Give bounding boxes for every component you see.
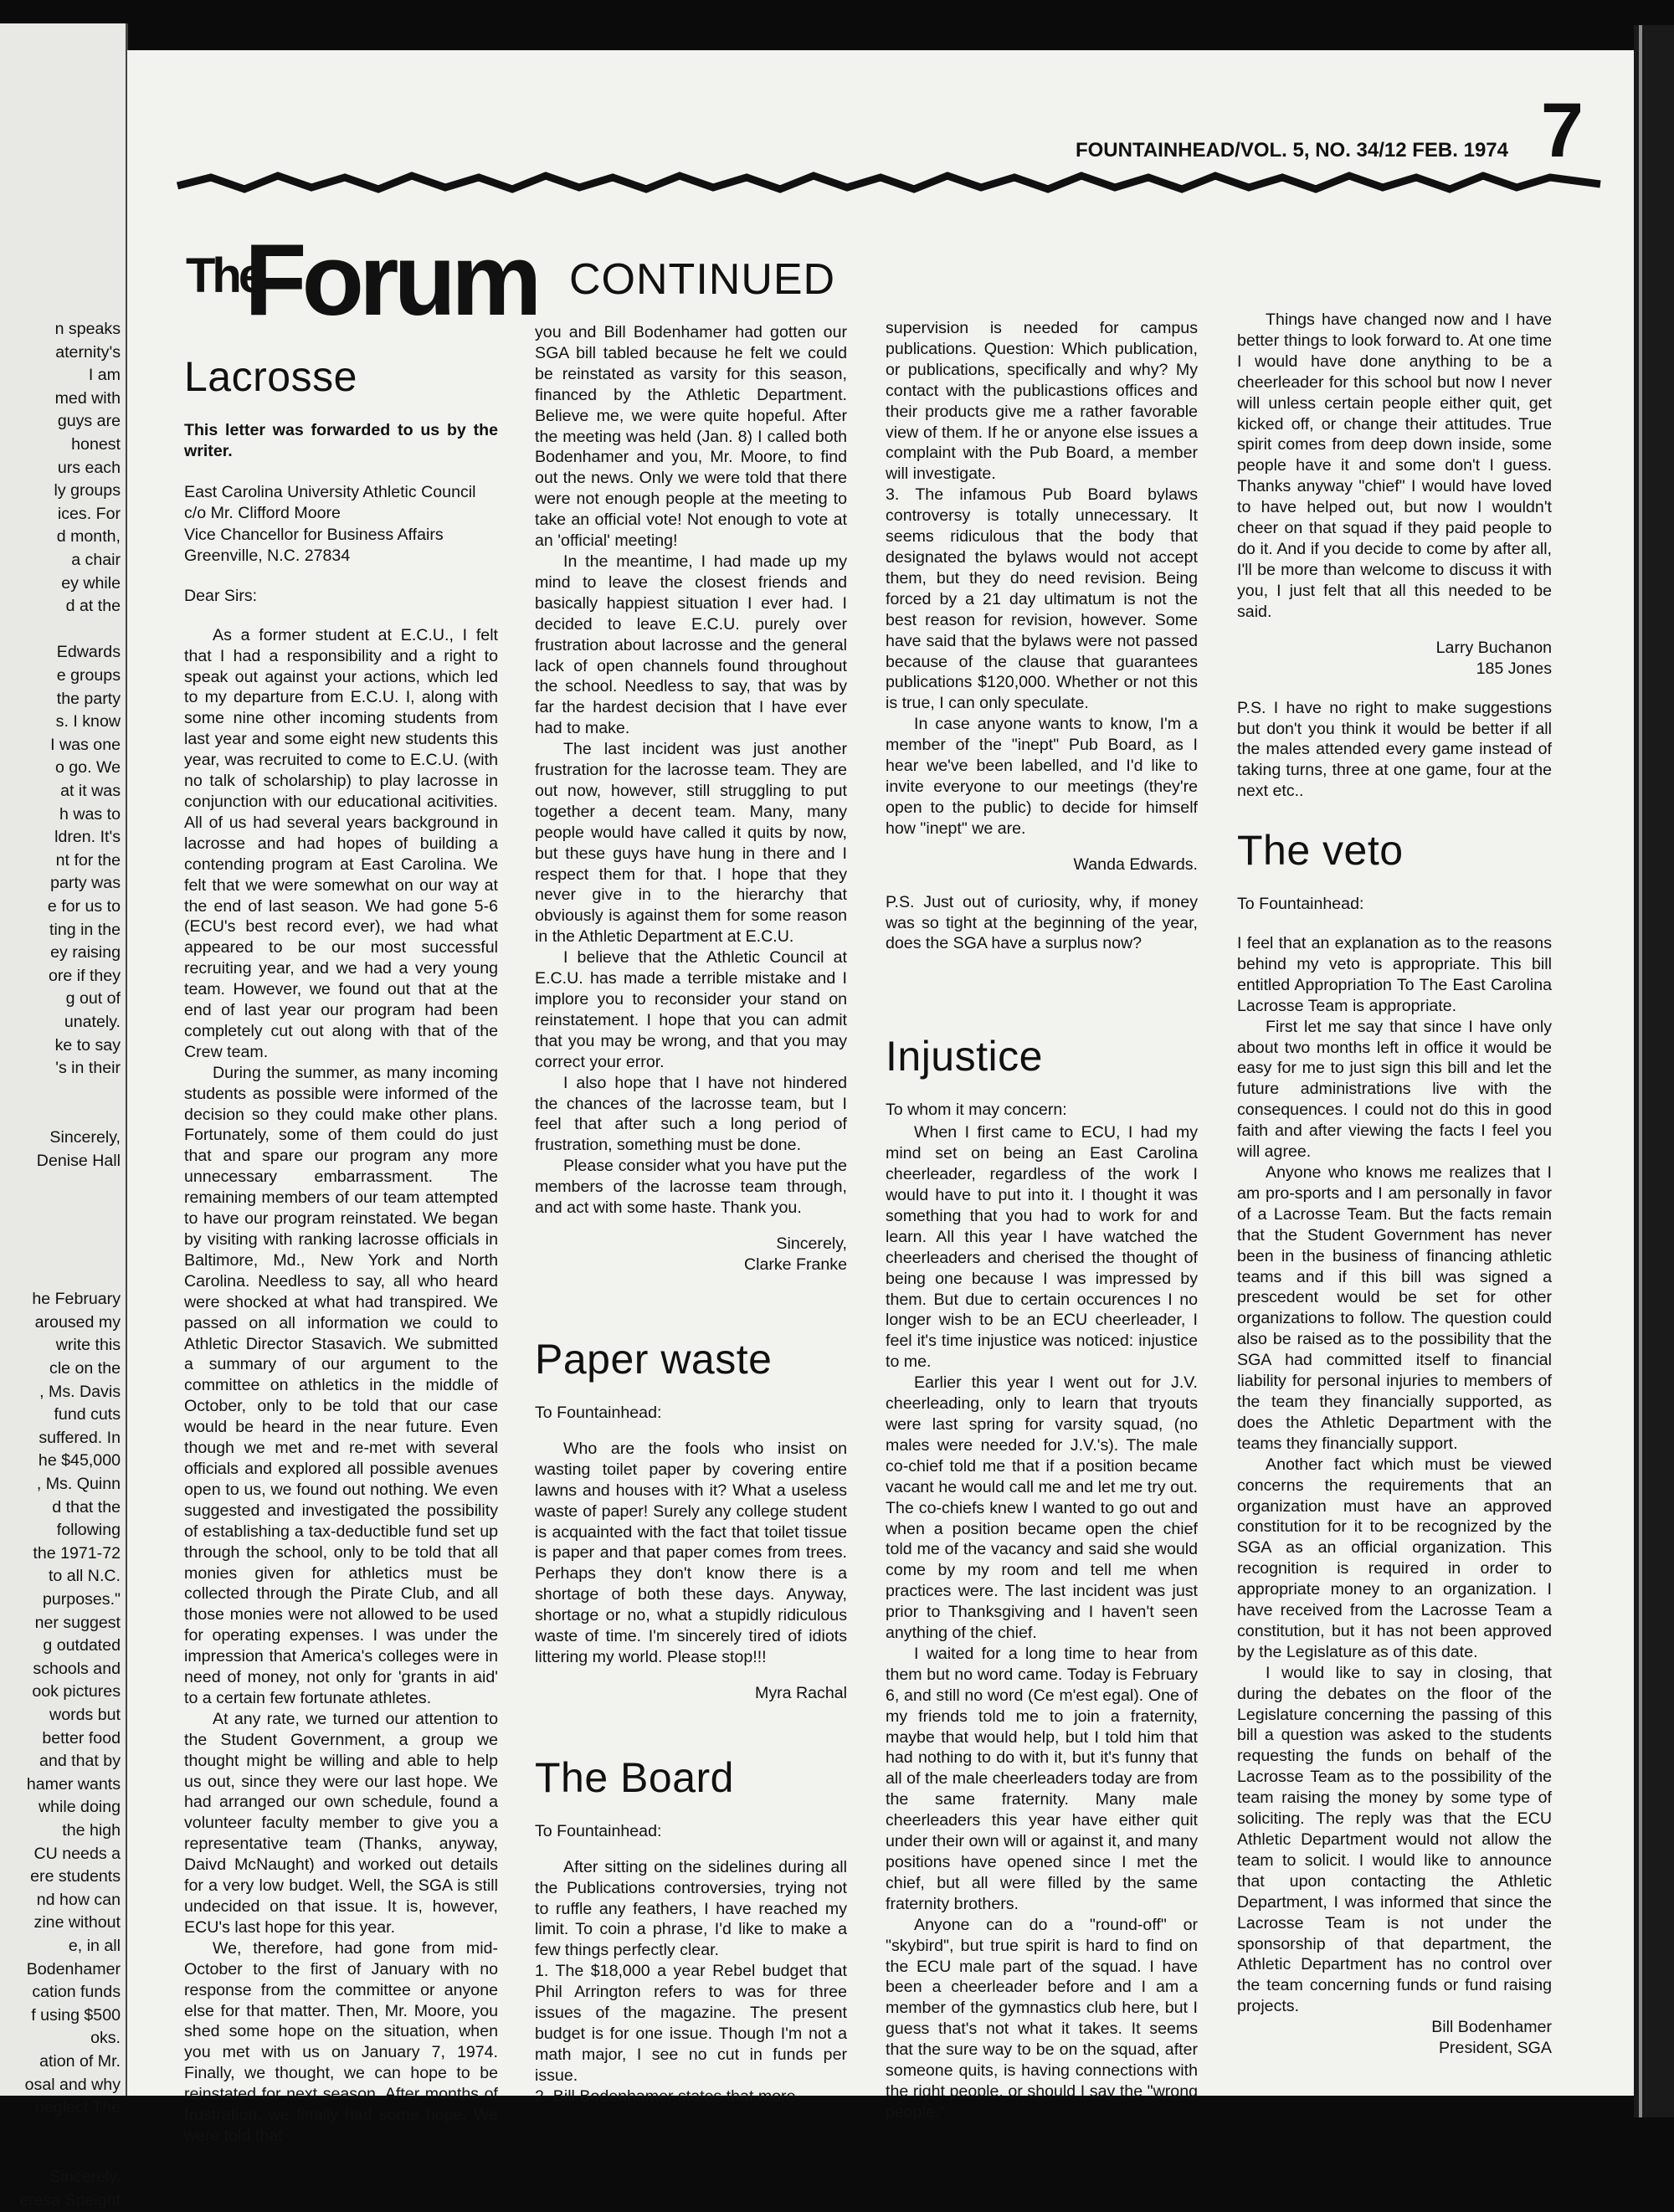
prev-page-text-fragment: suffered. In (39, 1428, 121, 1447)
prev-page-text-fragment: at it was (60, 782, 121, 800)
lacrosse-salutation: Dear Sirs: (184, 586, 258, 605)
paragraph: Who are the fools who insist on wasting toilet paper by covering entire lawns and houses with it? What a useless waste of paper! Surely any college student is acquainted with the fact that toilet tissue is paper and that paper comes from trees. Perhaps they don't know there is a shortage of both these days. Anyway, shortage or no, what a stupidly ridiculous waste of time. I'm sincerely tired of idiots littering my world. Please stop!!! (535, 1439, 847, 1666)
signature-name: Bill Bodenhamer (1431, 2018, 1552, 2037)
paragraph: First let me say that since I have only about two months left in office it would be easy for me to just sign this bill and let the future administrations live with the consequences. I could not do this in good faith and after viewing the facts I feel you will agree. (1237, 1017, 1552, 1162)
paragraph: During the summer, as many incoming students as possible were informed of the decision so they could make other plans. Fortunately, some of them could do just that and spare our program any more unnecessary embarrassment. The remaining members of our team attempted to have our program reinstated. We began by visiting with ranking lacrosse officials in Baltimore, Md., New York and North Carolina. Needless to say, all who heard were shocked at what had transpired. We passed on all information we could to Athletic Director Stasavich. We submitted a summary of our argument to the committee on athletics in the middle of October, only to be told that our case would be heard in the near future. Even though we met and re-met with several officials and explored all possible avenues open to us, we found out nothing. We even suggested and investigated the possibility of establishing a tax-deductible fund set up through the school, only to be told that all monies given for athletics must be collected through the Pirate Club, and all those monies were not allowed to be used for operating expenses. I was under the impression that America's colleges were in need of money, not only for 'grants in aid' to a certain few fortunate athletes. (184, 1063, 498, 1707)
prev-page-text-fragment: I am (88, 366, 121, 385)
prev-page-text-fragment: ldren. It's (54, 828, 121, 847)
prev-page-text-fragment: ices. For (57, 504, 121, 523)
prev-page-text-fragment: s. I know (55, 712, 121, 731)
prev-page-text-fragment: neglect The (34, 2098, 121, 2117)
prev-page-text-fragment: cle on the (49, 1359, 121, 1378)
prev-page-text-fragment: Bodenhamer (26, 1959, 121, 1978)
prev-page-text-fragment: g outdated (43, 1636, 121, 1655)
prev-page-text-fragment: ner suggest (34, 1613, 121, 1632)
paragraph: The last incident was just another frustration for the lacrosse team. They are out now, however, still struggling to put together a decent team. Many, many people would have called it quits by now, but these guys have hung in there and I respect them for that. I hope that they never give in to the hierarchy that obviously is against them for some reason in the Athletic Department at E.C.U. (535, 740, 847, 947)
section-the: The (186, 249, 263, 303)
prev-page-text-fragment: he February (32, 1290, 121, 1309)
prev-page-text-fragment: I was one (50, 735, 121, 754)
prev-page-text-fragment: fund cuts (54, 1405, 121, 1424)
prev-page-text-fragment: e groups (56, 666, 121, 685)
prev-page-text-fragment: eresa Speight (19, 2190, 121, 2209)
address-line: East Carolina University Athletic Council (184, 482, 476, 501)
address-line: Greenville, N.C. 27834 (184, 547, 351, 566)
signature-address: 185 Jones (1476, 659, 1552, 678)
paper-waste-headline: Paper waste (535, 1335, 773, 1383)
prev-page-text-fragment: aroused my (34, 1312, 121, 1332)
prev-page-text-fragment: hamer wants (26, 1774, 121, 1794)
prev-page-text-fragment: oks. (90, 2029, 121, 2048)
prev-page-text-fragment: guys are (57, 412, 121, 431)
paragraph: In case anyone wants to know, I'm a member of the "inept" Pub Board, as I hear we've been labelled, and I'd like to invite everyone to our meetings (they're open to the public) to decide for himself how "inept" we are. (886, 715, 1198, 838)
prev-page-text-fragment: ey raising (50, 943, 121, 962)
closing: Sincerely, (776, 1234, 847, 1253)
veto-to: To Fountainhead: (1237, 895, 1364, 914)
prev-page-text-fragment: purposes." (42, 1590, 121, 1609)
paragraph: In the meantime, I had made up my mind to leave the closest friends and basically happiest situation I ever had. I decided to leave E.C.U. purely over frustration about lacrosse and the general lack of open channels found throughout the school. Needless to say, that was by far the hardest decision that I have ever had to make. (535, 552, 847, 738)
prev-page-text-fragment: and that by (39, 1752, 121, 1771)
prev-page-text-fragment: ke to say (54, 1035, 121, 1055)
injustice-signature (1237, 638, 1552, 680)
section-continued: CONTINUED (569, 255, 836, 304)
paragraph: I believe that the Athletic Council at E.C.U. has made a terrible mistake and I implore you to reconsider your stand on reinstatement. I hope that you can admit that you may be wrong, and that you may correct your error. (535, 948, 847, 1071)
prev-page-text-fragment: to all N.C. (48, 1567, 121, 1586)
prev-page-text-fragment: CU needs a (33, 1844, 121, 1863)
lacrosse-signoff (535, 1234, 847, 1275)
paragraph: 1. The $18,000 a year Rebel budget that Phil Arrington refers to was for three issues of the magazine. The present budget is for one issue. Though I'm not a math major, I see no cut in funds per issue. (535, 1962, 847, 2085)
prev-page-text-fragment: the 1971-72 (33, 1543, 121, 1563)
prev-page-text-fragment: the high (62, 1821, 121, 1840)
injustice-ps: P.S. I have no right to make suggestions but don't you think it would be better if all the males attended every game instead of taking turns, three at one game, four at the next etc.. (1237, 698, 1552, 801)
prev-page-text-fragment: ey while (61, 573, 121, 593)
prev-page-text-fragment: f using $500 (31, 2005, 121, 2025)
signature-name: Larry Buchanon (1435, 638, 1552, 657)
prev-page-text-fragment: d month, (56, 527, 121, 547)
column-2 (535, 322, 847, 2107)
paragraph: I waited for a long time to hear from them but no word came. Today is February 6, and still no word (Ce m'est egal). One of my friends told me to join a fraternity, maybe that would help, but I told him that had nothing to do with it, but it's funny that all of the male cheerleaders today are from the same fraternity. Many male cheerleaders this year have either quit under their own will or against it, and many positions have opened since I met the chief, but all were filled by the same fraternity brothers. (886, 1644, 1198, 1913)
the-board-to: To Fountainhead: (535, 1821, 662, 1840)
prev-page-text-fragment: write this (55, 1336, 121, 1355)
prev-page-text-fragment: party was (50, 874, 121, 893)
prev-page-text-fragment: 's in their (55, 1059, 121, 1078)
paragraph: When I first came to ECU, I had my mind set on being an East Carolina cheerleader, regardless of the work I would have to put into it. I thought it was something that you had to work for and learn. All this year I have watched the cheerleaders and cherised the thought of being one because I was impressed by them. But due to certain occurences I no longer wish to be an ECU cheerleader, I feel it's time injustice was noticed: injustice to me. (886, 1123, 1198, 1372)
prev-page-text-fragment: nd how can (36, 1890, 121, 1909)
prev-page-text-fragment: aternity's (55, 342, 121, 362)
prev-page-text-fragment: urs each (57, 458, 121, 477)
prev-page-text-fragment: while doing (38, 1798, 121, 1817)
paragraph: After sitting on the sidelines during all the Publications controversies, trying not to ruffle any feathers, I have reached my limit. To coin a phrase, I'd like to make a few things perfectly clear. (535, 1857, 847, 1960)
veto-signature (1237, 2017, 1552, 2059)
prev-page-text-fragment: Denise Hall (36, 1151, 121, 1170)
prev-page-text-fragment: n speaks (54, 320, 121, 338)
prev-page-text-fragment: ly groups (54, 481, 121, 500)
lacrosse-address (184, 482, 498, 567)
prev-page-text-fragment: d at the (65, 597, 121, 616)
paragraph: 2. Bill Bodenhamer states that more (535, 2086, 796, 2106)
the-board-signature: Wanda Edwards. (1073, 855, 1198, 874)
signature: Clarke Franke (743, 1255, 847, 1274)
prev-page-text-fragment: honest (71, 435, 121, 454)
prev-page-text-fragment: Edwards (56, 643, 121, 662)
column-1 (184, 352, 498, 2147)
prev-page-text-fragment: med with (54, 388, 121, 408)
paragraph: At any rate, we turned our attention to the Student Government, a group we thought might be willing and able to help us out, since they were our last hope. We had arranged our own schedule, found a volunteer faculty member to give you a representative team (Thanks, anyway, Daivd McNaught) and worked out details for a very low budget. Well, the SGA is still undecided on that issue. It is, however, ECU's last hope for this year. (184, 1709, 498, 1937)
prev-page-text-fragment: g out of (65, 989, 121, 1008)
prev-page-text-fragment: ation of Mr. (39, 2052, 121, 2071)
paragraph: Earlier this year I went out for J.V. cheerleading, only to learn that tryouts were last spring for varsity squad, (no males were needed for J.V.'s). The male co-chief told me that if a position became vacant he would call me and let me try out. The co-chiefs knew I wanted to go out and when a position became open the chief told me of the vacancy and said she would come by my room and tell me when practices were. The last incident was just prior to Thanksgiving and I haven't seen anything of the chief. (886, 1373, 1198, 1643)
prev-page-text-fragment: Sincerely, (49, 1128, 121, 1147)
paper-waste-signature: Myra Rachal (755, 1683, 847, 1702)
prev-page-text-fragment: ting in the (49, 920, 121, 939)
paragraph: I feel that an explanation as to the reasons behind my veto is appropriate. This bill entitled Appropriation To The East Carolina Lacrosse Team is appropriate. (1237, 934, 1552, 1015)
prev-page-text-fragment: e for us to (47, 897, 121, 916)
paper-waste-to: To Fountainhead: (535, 1403, 662, 1422)
prev-page-text-fragment: osal and why (24, 2075, 121, 2094)
prev-page-text-fragment: , Ms. Davis (39, 1382, 121, 1401)
prev-page-text-fragment: zine without (33, 1913, 121, 1932)
paragraph: Anyone who knows me realizes that I am pro-sports and I am personally in favor of a Lacrosse Team. But the facts remain that the Student Government has never been in the business of financing athletic teams and if this bill was signed a prescedent would be set for other organizations to follow. The question could also be raised as to the possibility that the SGA had committed itself to financial liability for personal injuries to members of the team they financially supported, as does the Athletic Department with the teams they financially support. (1237, 1163, 1552, 1453)
signature-title: President, SGA (1438, 2039, 1552, 2058)
prev-page-text-fragment: ere students (30, 1867, 121, 1886)
column-4 (1237, 310, 1552, 2059)
lacrosse-headline: Lacrosse (184, 353, 357, 400)
prev-page-text-fragment: schools and (33, 1659, 121, 1678)
paragraph: Another fact which must be viewed concerns the requirements that an organization must have an approved constitution for it to be recognized by the SGA as an official organization. This recognition is required in order to appropriate money to an organization. I have received from the Lacrosse Team a constitution, but it has not been approved by the Legislature as of this date. (1237, 1455, 1552, 1661)
column-3 (886, 318, 1198, 2123)
paragraph: As a former student at E.C.U., I felt that I had a responsibility and a right to speak out against your actions, which led to my departure from E.C.U. I, along with some nine other incoming students from last year and some eight new students this year, was recruited to come to E.C.U. (with no talk of scholarship) to play lacrosse in conjunction with our educational acitivities. All of us had several years background in lacrosse and had hopes of building a contending program at East Carolina. We felt that we were somewhat on our way at the end of last season. We had gone 5-6 (ECU's best record ever), we had what appeared to be our most successful recruiting year, and we had a very young team. However, we found out that at the end of last year our program had been completely cut out along with that of the Crew team. (184, 625, 498, 1061)
paragraph: Things have changed now and I have better things to look forward to. At one time I would have done anything to be a cheerleader for this school but now I never will unless certain people either quit, get kicked off, or change their attitudes. True spirit comes from deep down inside, some people have it and some don't I guess. Thanks anyway "chief" I would have loved to have helped out, but now I wouldn't cheer on that squad if they paid people to do it. And if you decide to come by after all, I'll be more than welcome to discuss it with you, I just felt that all this needed to be said. (1237, 311, 1552, 621)
address-line: Vice Chancellor for Business Affairs (184, 525, 444, 544)
lacrosse-intro: This letter was forwarded to us by the writer. (184, 421, 498, 460)
paragraph: supervision is needed for campus publications. Question: Which publication, or publications, specifically and why? My contact with the publicastions offices and their products give me a rather favorable view of them. If he or anyone else issues a complaint with the Pub Board, a member will investigate. (886, 319, 1198, 484)
prev-page-text-fragment: cation funds (32, 1983, 121, 2002)
prev-page-text-fragment: a chair (71, 551, 121, 569)
prev-page-text-fragment: ook pictures (32, 1682, 121, 1701)
prev-page-text-fragment: he $45,000 (38, 1451, 121, 1470)
newspaper-page (127, 50, 1634, 2145)
address-line: c/o Mr. Clifford Moore (184, 504, 341, 523)
prev-page-text-fragment: nt for the (55, 850, 121, 870)
the-board-headline: The Board (535, 1753, 734, 1801)
paragraph: We, therefore, had gone from mid-October to the first of January with no response from the committee or anyone else for that matter. Then, Mr. Moore, you shed some hope on the situation, when you met with us on January 7, 1974. Finally, we thought, we can hope to be reinstated for next season. After months of frustration, we finally had some hope. We were told that (184, 1938, 498, 2145)
prev-page-text-fragment: , Ms. Quinn (36, 1475, 121, 1493)
prev-page-text-fragment: following (56, 1521, 121, 1540)
prev-page-text-fragment: unately. (64, 1013, 121, 1031)
previous-page-edge (0, 23, 128, 2209)
paragraph: 3. The infamous Pub Board bylaws controversy is totally unnecessary. It seems ridiculous that the body that designated the bylaws would not accept them, but they do need revision. Being forced by a 21 day ultimatum is not the best reason for revision, however. Some have said that the bylaws were not passed because of the clause that guarantees publications $120,000. Whether or not this is true, I can only speculate. (886, 485, 1198, 713)
folio-line: FOUNTAINHEAD/VOL. 5, NO. 34/12 FEB. 1974 (1075, 139, 1508, 162)
the-board-ps: P.S. Just out of curiosity, why, if money was so tight at the beginning of the year, does the SGA have a surplus now? (886, 892, 1198, 953)
paragraph: you and Bill Bodenhamer had gotten our SGA bill tabled because he felt we could be reinstated as varsity for this season, financed by the Athletic Department. Believe me, we were quite hopeful. After the meeting was held (Jan. 8) I called both Bodenhamer and you, Mr. Moore, to find out the news. Only we were told that there were not enough people at the meeting to take an official vote! Not enough to vote at an 'official' meeting! (535, 323, 847, 551)
prev-page-text-fragment: e, in all (68, 1937, 121, 1955)
prev-page-text-fragment: better food (42, 1728, 121, 1748)
prev-page-text-fragment: d that the (52, 1497, 121, 1517)
prev-page-text-fragment: ore if they (48, 966, 121, 985)
veto-headline: The veto (1237, 827, 1404, 875)
prev-page-text-fragment: o go. We (54, 758, 121, 778)
paragraph: Please consider what you have put the members of the lacrosse team through, and act with some haste. Thank you. (535, 1157, 847, 1218)
decorative-rule (177, 167, 1600, 199)
injustice-headline: Injustice (886, 1033, 1043, 1080)
paragraph: Anyone can do a "round-off" or "skybird", but true spirit is hard to find on the ECU male part of the squad. I have been a cheerleader before and I am a member of the gymnastics club here, but I guess that's not what it takes. It seems that the sure way to be on the squad, after someone quits, is having connections with the right people, or should I say the "wrong people." (886, 1915, 1198, 2122)
section-forum-logo: Forum (244, 223, 537, 336)
paragraph: I also hope that I have not hindered the chances of the lacrosse team, but I feel that after such a long period of frustration, something must be done. (535, 1073, 847, 1155)
paragraph: I would like to say in closing, that during the debates on the floor of the Legislature concerning the passing of this bill a question was asked to the students requesting the funds on behalf of the Lacrosse Team as to the possibility of the team raising the money by some type of soliciting. The reply was that the ECU Athletic Department would not allow the team to solicit. I would like to announce that upon contacting the Athletic Department, I was informed that since the Lacrosse Team is not under the sponsorship of that department, the Athletic Department has no control over the team concerning funds or fund raising projects. (1237, 1663, 1552, 2016)
page-edge-shadow (1634, 25, 1674, 2117)
prev-page-text-fragment: h was to (59, 804, 121, 824)
page-number: 7 (1540, 88, 1584, 173)
prev-page-text-fragment: words but (49, 1706, 121, 1724)
injustice-to: To whom it may concern: (886, 1101, 1067, 1120)
prev-page-text-fragment: Sincerely, (49, 2168, 121, 2186)
prev-page-text-fragment: the party (56, 689, 121, 708)
